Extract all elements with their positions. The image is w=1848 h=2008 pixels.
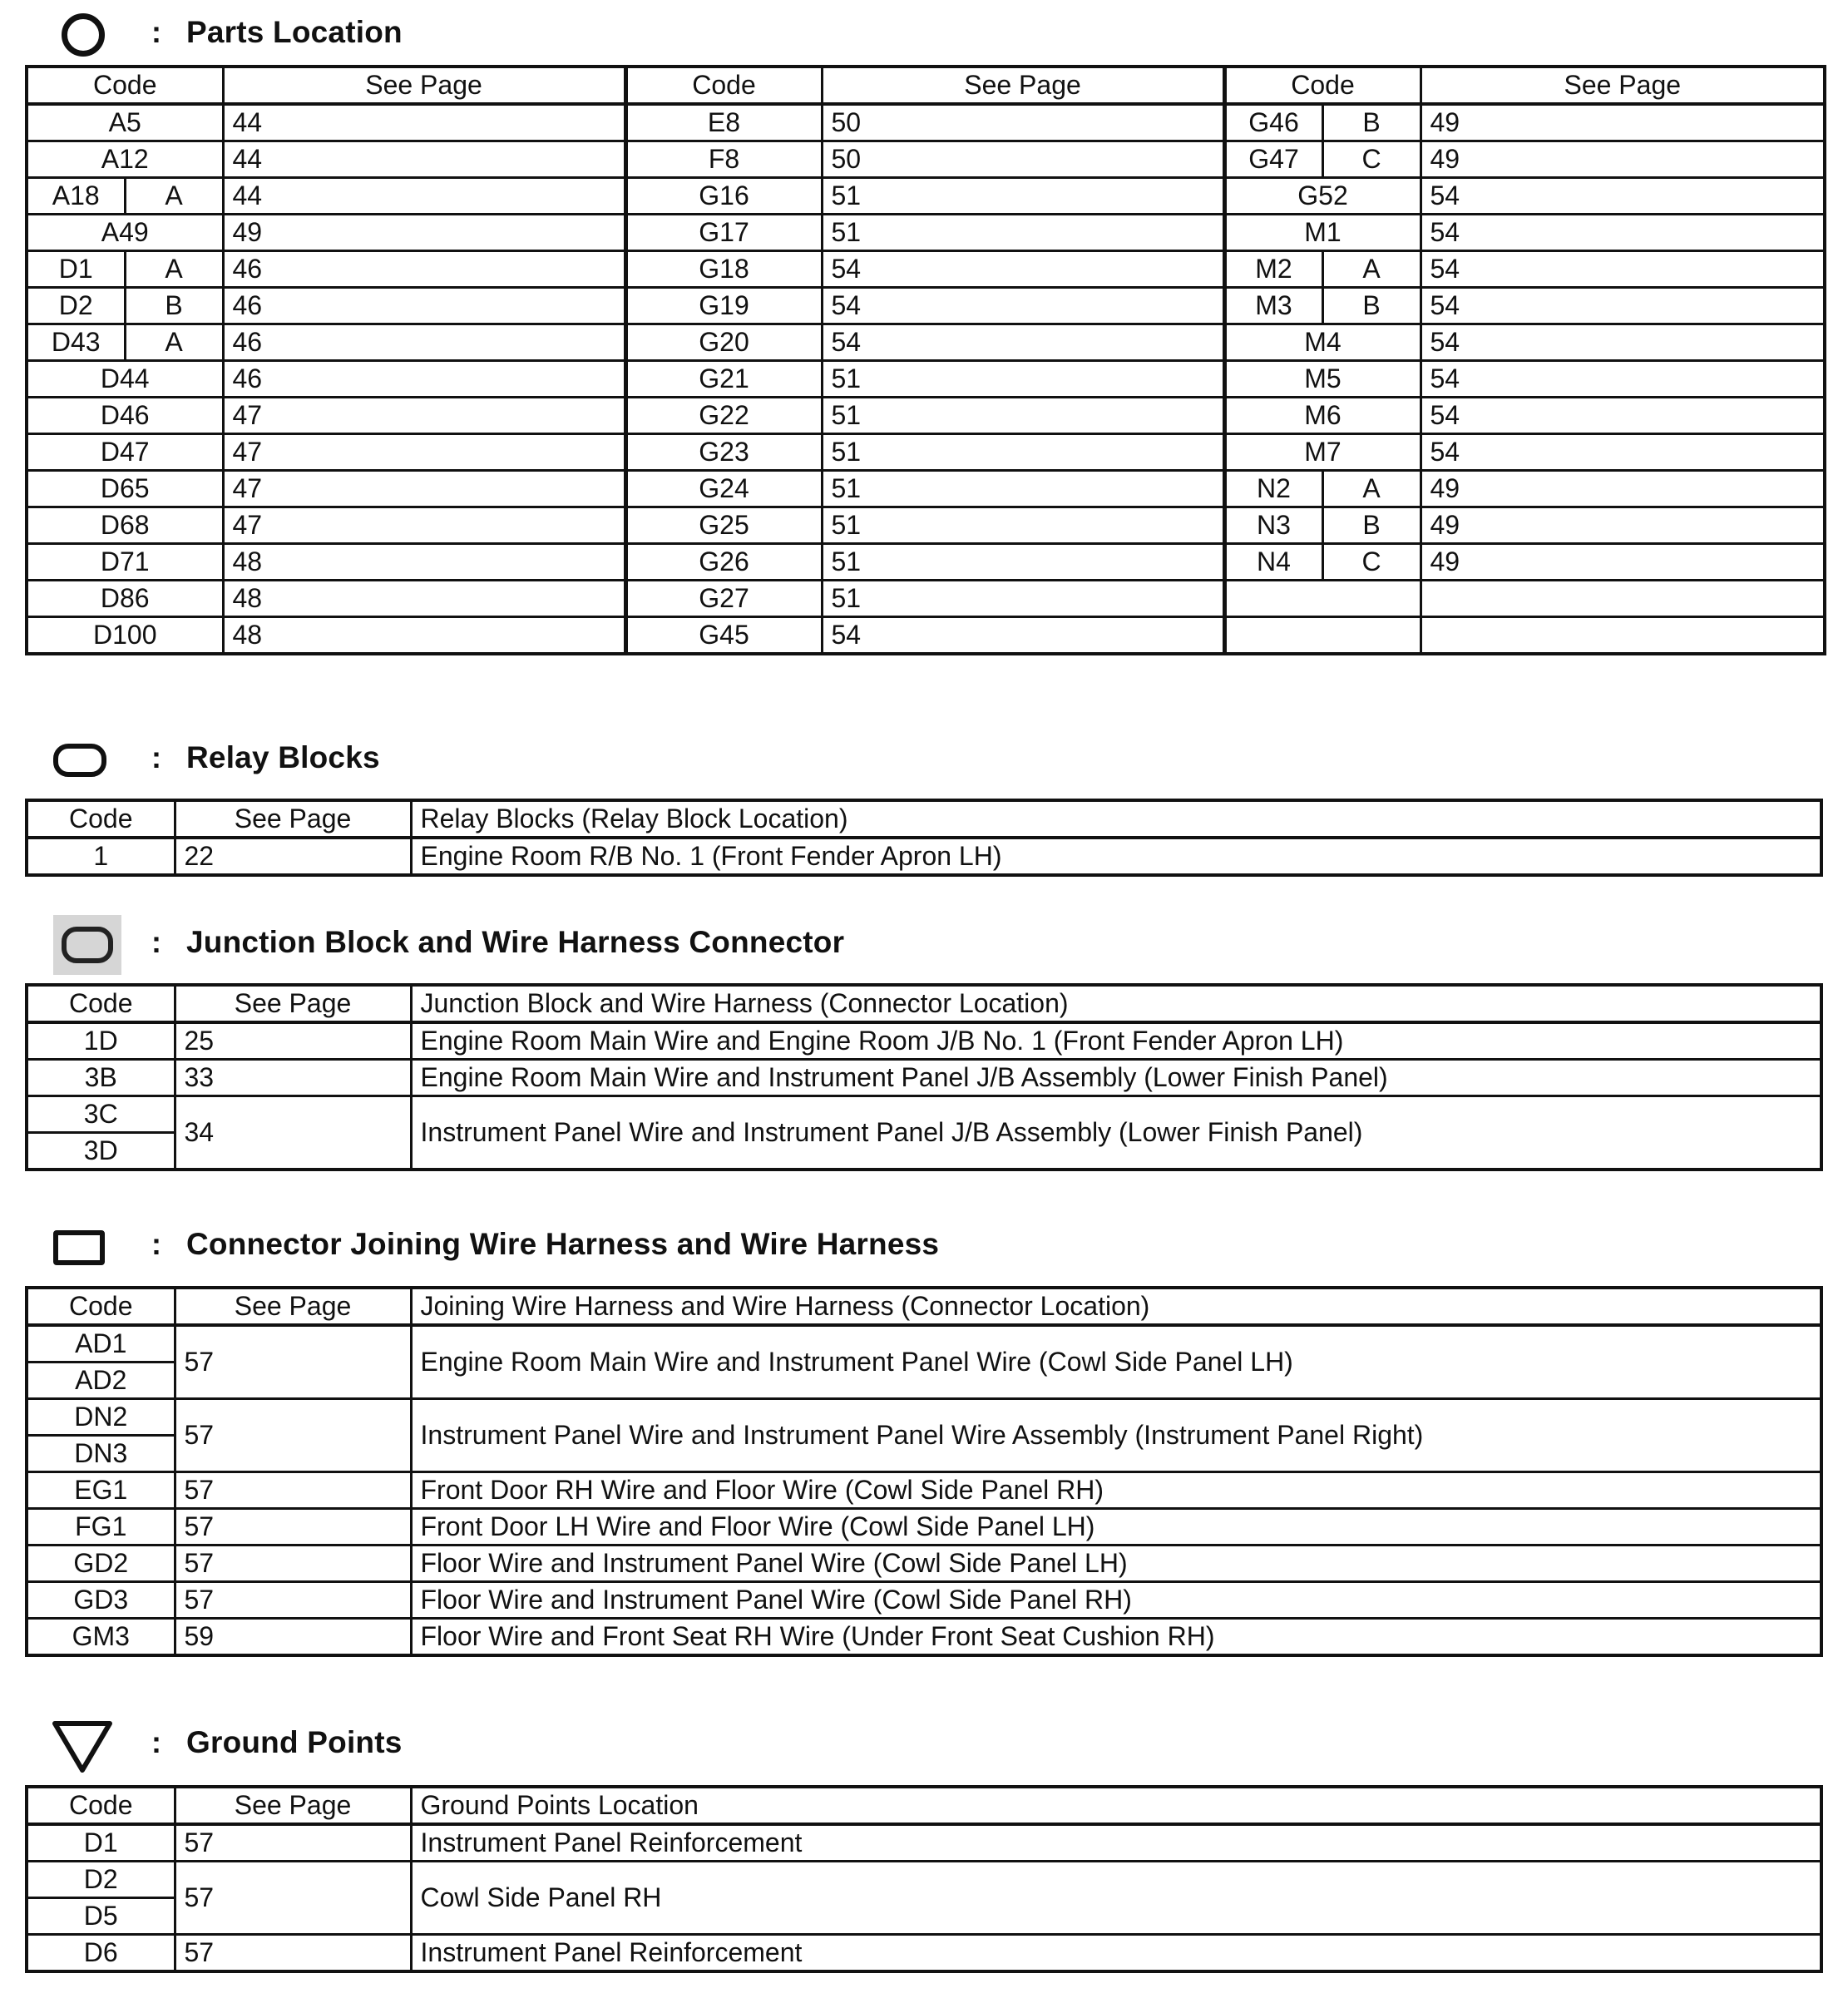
table-row bbox=[27, 581, 1825, 617]
ground-points-table bbox=[25, 1785, 1823, 1973]
triangle-down-icon bbox=[52, 1720, 113, 1773]
location-description: Instrument Panel Wire and Instrument Panel J/B Assembly (Lower Finish Panel) bbox=[411, 1096, 1821, 1170]
see-page-number: 57 bbox=[175, 1399, 411, 1472]
location-description: Floor Wire and Instrument Panel Wire (Cowl Side Panel RH) bbox=[411, 1582, 1821, 1619]
table-row bbox=[27, 178, 1825, 215]
part-code: G26 bbox=[625, 544, 822, 581]
connector-code: DN3 bbox=[27, 1436, 175, 1472]
part-code: N2 bbox=[1224, 471, 1322, 507]
connector-code: AD2 bbox=[27, 1363, 175, 1399]
see-page-number: 34 bbox=[175, 1096, 411, 1170]
location-description: Instrument Panel Reinforcement bbox=[411, 1824, 1821, 1862]
part-page: 46 bbox=[223, 251, 625, 288]
part-code: G45 bbox=[625, 617, 822, 655]
part-page: 54 bbox=[822, 288, 1224, 324]
part-code: A12 bbox=[27, 141, 223, 178]
part-sub-code: C bbox=[1322, 141, 1421, 178]
table-row bbox=[27, 1022, 1821, 1060]
part-code: D86 bbox=[27, 581, 223, 617]
part-code: M3 bbox=[1224, 288, 1322, 324]
connector-code: 3B bbox=[27, 1060, 175, 1096]
section-colon: : bbox=[151, 1725, 161, 1759]
part-page: 48 bbox=[223, 544, 625, 581]
connector-code: GM3 bbox=[27, 1619, 175, 1656]
part-code: G52 bbox=[1224, 178, 1421, 215]
connector-code: 1 bbox=[27, 838, 175, 875]
column-header-see-page: See Page bbox=[175, 800, 411, 838]
part-page: 46 bbox=[223, 361, 625, 398]
part-page: 47 bbox=[223, 434, 625, 471]
column-header-see-page: See Page bbox=[223, 67, 625, 104]
part-sub-code: C bbox=[1322, 544, 1421, 581]
part-code: G25 bbox=[625, 507, 822, 544]
table-header-row bbox=[27, 985, 1821, 1022]
part-code: G16 bbox=[625, 178, 822, 215]
part-page: 47 bbox=[223, 398, 625, 434]
table-row bbox=[27, 1325, 1821, 1363]
part-page: 54 bbox=[1421, 361, 1825, 398]
section-title: Connector Joining Wire Harness and Wire Harness bbox=[186, 1227, 940, 1261]
part-sub-code: B bbox=[125, 288, 223, 324]
table-row bbox=[27, 1824, 1821, 1862]
part-code: F8 bbox=[625, 141, 822, 178]
part-page: 51 bbox=[822, 215, 1224, 251]
location-description: Cowl Side Panel RH bbox=[411, 1862, 1821, 1935]
part-code: M2 bbox=[1224, 251, 1322, 288]
location-description: Instrument Panel Reinforcement bbox=[411, 1935, 1821, 1972]
part-sub-code: A bbox=[1322, 251, 1421, 288]
table-row bbox=[27, 1096, 1821, 1133]
table-row bbox=[27, 361, 1825, 398]
part-code: G20 bbox=[625, 324, 822, 361]
connector-code: EG1 bbox=[27, 1472, 175, 1509]
part-code: N4 bbox=[1224, 544, 1322, 581]
table-row bbox=[27, 471, 1825, 507]
table-row bbox=[27, 507, 1825, 544]
see-page-number: 22 bbox=[175, 838, 411, 875]
column-header-code: Code bbox=[27, 67, 223, 104]
part-page: 51 bbox=[822, 471, 1224, 507]
column-header-code: Code bbox=[625, 67, 822, 104]
column-header-see-page: See Page bbox=[175, 1787, 411, 1824]
part-code: G17 bbox=[625, 215, 822, 251]
part-code bbox=[1224, 581, 1421, 617]
part-sub-code: A bbox=[1322, 471, 1421, 507]
rectangle-icon bbox=[53, 1230, 105, 1265]
table-row bbox=[27, 544, 1825, 581]
column-header-location: Junction Block and Wire Harness (Connector Location) bbox=[411, 985, 1821, 1022]
connector-code: FG1 bbox=[27, 1509, 175, 1546]
parts-location-header bbox=[0, 10, 1848, 60]
connector-code: 3C bbox=[27, 1096, 175, 1133]
part-code: D68 bbox=[27, 507, 223, 544]
table-row bbox=[27, 398, 1825, 434]
part-page: 49 bbox=[1421, 104, 1825, 141]
rounded-rectangle-icon bbox=[53, 744, 106, 777]
part-code: D71 bbox=[27, 544, 223, 581]
column-header-see-page: See Page bbox=[175, 1288, 411, 1325]
relay-blocks-header bbox=[0, 735, 1848, 785]
part-code: A18 bbox=[27, 178, 125, 215]
table-header-row bbox=[27, 1787, 1821, 1824]
see-page-number: 57 bbox=[175, 1824, 411, 1862]
column-header-code: Code bbox=[27, 1288, 175, 1325]
see-page-number: 59 bbox=[175, 1619, 411, 1656]
ground-points-header bbox=[0, 1720, 1848, 1770]
column-header-code: Code bbox=[27, 1787, 175, 1824]
part-page: 51 bbox=[822, 361, 1224, 398]
part-code: M6 bbox=[1224, 398, 1421, 434]
part-page: 49 bbox=[1421, 141, 1825, 178]
table-row bbox=[27, 288, 1825, 324]
part-sub-code: A bbox=[125, 324, 223, 361]
part-code: D44 bbox=[27, 361, 223, 398]
connector-code: D2 bbox=[27, 1862, 175, 1898]
section-title: Ground Points bbox=[186, 1725, 403, 1759]
part-page: 50 bbox=[822, 141, 1224, 178]
see-page-number: 57 bbox=[175, 1325, 411, 1399]
part-page: 54 bbox=[1421, 178, 1825, 215]
table-row bbox=[27, 1619, 1821, 1656]
table-row bbox=[27, 1862, 1821, 1898]
part-code: G27 bbox=[625, 581, 822, 617]
part-code: A49 bbox=[27, 215, 223, 251]
table-header-row bbox=[27, 67, 1825, 104]
part-page: 48 bbox=[223, 617, 625, 655]
part-page: 46 bbox=[223, 288, 625, 324]
part-page: 49 bbox=[223, 215, 625, 251]
section-colon: : bbox=[151, 1227, 161, 1261]
see-page-number: 57 bbox=[175, 1862, 411, 1935]
column-header-code: Code bbox=[27, 985, 175, 1022]
part-page: 50 bbox=[822, 104, 1224, 141]
part-code: D46 bbox=[27, 398, 223, 434]
part-code: G19 bbox=[625, 288, 822, 324]
location-description: Engine Room Main Wire and Instrument Panel Wire (Cowl Side Panel LH) bbox=[411, 1325, 1821, 1399]
part-page: 44 bbox=[223, 141, 625, 178]
table-row bbox=[27, 1060, 1821, 1096]
column-header-location: Relay Blocks (Relay Block Location) bbox=[411, 800, 1821, 838]
location-description: Engine Room Main Wire and Engine Room J/B No. 1 (Front Fender Apron LH) bbox=[411, 1022, 1821, 1060]
table-row bbox=[27, 215, 1825, 251]
part-page: 54 bbox=[1421, 434, 1825, 471]
part-page bbox=[1421, 617, 1825, 655]
part-sub-code: B bbox=[1322, 507, 1421, 544]
part-code: M7 bbox=[1224, 434, 1421, 471]
part-page bbox=[1421, 581, 1825, 617]
part-page: 49 bbox=[1421, 507, 1825, 544]
table-row bbox=[27, 1472, 1821, 1509]
connector-code: AD1 bbox=[27, 1325, 175, 1363]
column-header-location: Ground Points Location bbox=[411, 1787, 1821, 1824]
table-header-row bbox=[27, 1288, 1821, 1325]
part-page: 54 bbox=[1421, 324, 1825, 361]
see-page-number: 57 bbox=[175, 1509, 411, 1546]
see-page-number: 57 bbox=[175, 1935, 411, 1972]
part-code: D47 bbox=[27, 434, 223, 471]
section-title: Junction Block and Wire Harness Connector bbox=[186, 925, 845, 959]
part-sub-code: A bbox=[125, 178, 223, 215]
relay-blocks-table bbox=[25, 799, 1823, 877]
connector-code: D1 bbox=[27, 1824, 175, 1862]
table-row bbox=[27, 838, 1821, 875]
part-code: G47 bbox=[1224, 141, 1322, 178]
table-row bbox=[27, 1546, 1821, 1582]
connector-code: D5 bbox=[27, 1898, 175, 1935]
part-page: 51 bbox=[822, 581, 1224, 617]
location-description: Engine Room R/B No. 1 (Front Fender Apron LH) bbox=[411, 838, 1821, 875]
part-sub-code: A bbox=[125, 251, 223, 288]
part-code: N3 bbox=[1224, 507, 1322, 544]
part-page: 51 bbox=[822, 398, 1224, 434]
part-code: M4 bbox=[1224, 324, 1421, 361]
location-description: Front Door RH Wire and Floor Wire (Cowl Side Panel RH) bbox=[411, 1472, 1821, 1509]
table-row bbox=[27, 434, 1825, 471]
table-row bbox=[27, 1509, 1821, 1546]
see-page-number: 25 bbox=[175, 1022, 411, 1060]
connector-code: DN2 bbox=[27, 1399, 175, 1436]
part-page: 51 bbox=[822, 178, 1224, 215]
part-page: 49 bbox=[1421, 471, 1825, 507]
part-page: 54 bbox=[822, 251, 1224, 288]
joining-connector-table bbox=[25, 1286, 1823, 1657]
connector-code: D6 bbox=[27, 1935, 175, 1972]
part-sub-code: B bbox=[1322, 288, 1421, 324]
table-header-row bbox=[27, 800, 1821, 838]
column-header-see-page: See Page bbox=[822, 67, 1224, 104]
see-page-number: 57 bbox=[175, 1472, 411, 1509]
part-code: D43 bbox=[27, 324, 125, 361]
part-code: G23 bbox=[625, 434, 822, 471]
part-page: 46 bbox=[223, 324, 625, 361]
junction-block-table bbox=[25, 983, 1823, 1171]
part-page: 49 bbox=[1421, 544, 1825, 581]
part-code bbox=[1224, 617, 1421, 655]
part-page: 44 bbox=[223, 104, 625, 141]
see-page-number: 33 bbox=[175, 1060, 411, 1096]
part-code: G22 bbox=[625, 398, 822, 434]
location-description: Front Door LH Wire and Floor Wire (Cowl Side Panel LH) bbox=[411, 1509, 1821, 1546]
table-row bbox=[27, 617, 1825, 655]
junction-block-header bbox=[0, 920, 1848, 970]
section-colon: : bbox=[151, 925, 161, 959]
connector-code: 3D bbox=[27, 1133, 175, 1170]
location-description: Floor Wire and Instrument Panel Wire (Cowl Side Panel LH) bbox=[411, 1546, 1821, 1582]
part-code: M5 bbox=[1224, 361, 1421, 398]
part-sub-code: B bbox=[1322, 104, 1421, 141]
part-page: 47 bbox=[223, 507, 625, 544]
column-header-code: Code bbox=[1224, 67, 1421, 104]
table-row bbox=[27, 141, 1825, 178]
location-description: Engine Room Main Wire and Instrument Panel J/B Assembly (Lower Finish Panel) bbox=[411, 1060, 1821, 1096]
connector-code: 1D bbox=[27, 1022, 175, 1060]
column-header-see-page: See Page bbox=[175, 985, 411, 1022]
see-page-number: 57 bbox=[175, 1582, 411, 1619]
part-page: 54 bbox=[1421, 215, 1825, 251]
table-row bbox=[27, 104, 1825, 141]
column-header-see-page: See Page bbox=[1421, 67, 1825, 104]
see-page-number: 57 bbox=[175, 1546, 411, 1582]
part-page: 51 bbox=[822, 434, 1224, 471]
parts-location-table bbox=[25, 65, 1826, 655]
column-header-location: Joining Wire Harness and Wire Harness (Connector Location) bbox=[411, 1288, 1821, 1325]
section-title: Relay Blocks bbox=[186, 740, 380, 774]
part-code: G24 bbox=[625, 471, 822, 507]
location-description: Instrument Panel Wire and Instrument Panel Wire Assembly (Instrument Panel Right) bbox=[411, 1399, 1821, 1472]
part-code: G46 bbox=[1224, 104, 1322, 141]
part-page: 54 bbox=[1421, 398, 1825, 434]
part-page: 51 bbox=[822, 544, 1224, 581]
table-row bbox=[27, 251, 1825, 288]
part-code: D2 bbox=[27, 288, 125, 324]
part-code: G18 bbox=[625, 251, 822, 288]
part-code: D1 bbox=[27, 251, 125, 288]
part-code: G21 bbox=[625, 361, 822, 398]
part-page: 47 bbox=[223, 471, 625, 507]
shaded-rounded-rectangle-icon bbox=[53, 915, 121, 975]
circle-icon bbox=[62, 13, 105, 57]
column-header-code: Code bbox=[27, 800, 175, 838]
connector-code: GD2 bbox=[27, 1546, 175, 1582]
table-row bbox=[27, 324, 1825, 361]
part-page: 54 bbox=[1421, 288, 1825, 324]
connector-code: GD3 bbox=[27, 1582, 175, 1619]
part-page: 44 bbox=[223, 178, 625, 215]
location-description: Floor Wire and Front Seat RH Wire (Under Front Seat Cushion RH) bbox=[411, 1619, 1821, 1656]
joining-connector-header bbox=[0, 1222, 1848, 1272]
table-row bbox=[27, 1935, 1821, 1972]
table-row bbox=[27, 1582, 1821, 1619]
part-page: 54 bbox=[822, 617, 1224, 655]
part-code: M1 bbox=[1224, 215, 1421, 251]
section-colon: : bbox=[151, 740, 161, 774]
part-page: 54 bbox=[822, 324, 1224, 361]
part-code: E8 bbox=[625, 104, 822, 141]
part-page: 51 bbox=[822, 507, 1224, 544]
part-page: 54 bbox=[1421, 251, 1825, 288]
section-colon: : bbox=[151, 15, 161, 49]
part-code: D100 bbox=[27, 617, 223, 655]
part-code: A5 bbox=[27, 104, 223, 141]
part-code: D65 bbox=[27, 471, 223, 507]
section-title: Parts Location bbox=[186, 15, 403, 49]
table-row bbox=[27, 1399, 1821, 1436]
part-page: 48 bbox=[223, 581, 625, 617]
